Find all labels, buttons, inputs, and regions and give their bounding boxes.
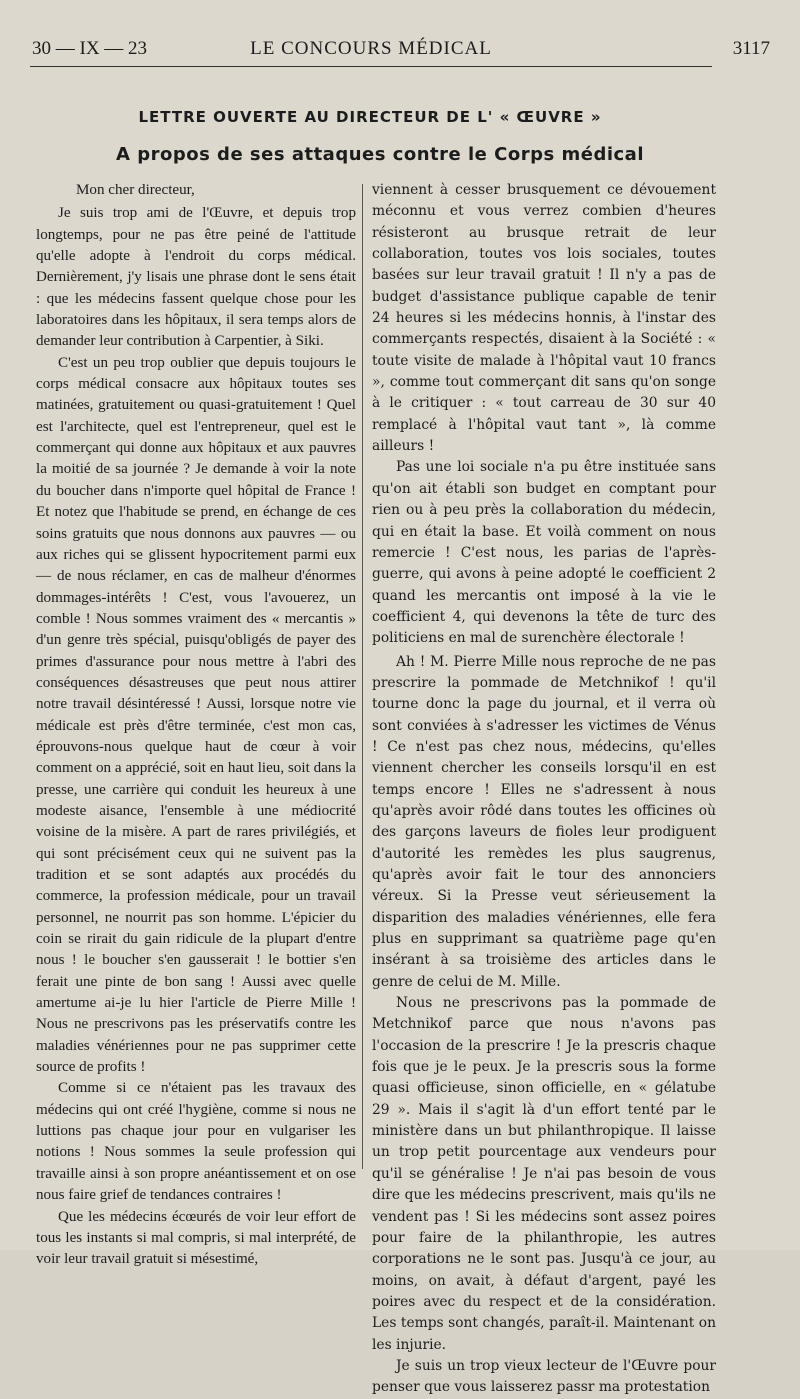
- article-subtitle: A propos de ses attaques contre le Corps médical: [116, 144, 644, 165]
- journal-title: LE CONCOURS MÉDICAL: [250, 38, 492, 59]
- paragraph: Pas une loi sociale n'a pu être instituée sans qu'on ait établi son budget en comptant pour rien ou à peu près la collaboration du médecin, qui en était la base. Et voilà comment on nous remercie ! C'est nous, les parias de l'après-guerre, qui avons à peine adopté le coefficient 2 quand les mercantis ont imposé à la vie le coefficient 4, qui devenons la tête de turc des politiciens en mal de surenchère électorale !: [372, 459, 716, 647]
- paragraph: Je suis un trop vieux lecteur de l'Œuvre pour penser que vous laisserez passr ma protestation: [372, 1357, 716, 1396]
- page-number: 3117: [732, 38, 770, 59]
- paragraph: C'est un peu trop oublier que depuis toujours le corps médical consacre aux hôpitaux toutes ses matinées, gratuitement ou quasi-gratuitement ! Quel est l'architecte, quel est l'entrepreneur, quel est le commerçant qui donne aux hôpitaux et aux pauvres la moitié de sa journée ? Je demande à voir la note du boucher dans n'importe quel hôpital de France ! Et notez que l'habitude se prend, en échange de ces soins gratuits que nous donnons aux pauvres — ou aux riches qui se glissent hypocritement parmi eux — de nous réclamer, en cas de malheur d'énormes dommages-intérêts ! C'est, vous l'avouerez, un comble ! Nous sommes vraiment des « mercantis » d'un genre très spécial, puisqu'obligés de payer des primes d'assurance pour nous mettre à l'abri des conséquences désastreuses que peut nous attirer notre travail désintéressé ! Aussi, lorsque notre vie médicale est près d'être terminée, c'est mon cas, éprouvons-nous quelque haut de cœur à voir comment on a apprécié, soit en haut lieu, soit dans la presse, une carrière qui conduit les heureux à une modeste aisance, l'ensemble à une médiocrité voisine de la misère. A part de rares privilégiés, et qui sont précisément ceux qui ne suivent pas la tradition et se sont adaptés aux procédés du commerce, la profession médicale, pour un travail personnel, ne nourrit pas son homme. L'épicier du coin se rirait du gain ridicule de la plupart d'entre nous ! le boucher s'en gausserait ! le bottier s'en ferait une pinte de bon sang ! Aussi avec quelle amertume ai-je lu hier l'article de Pierre Mille ! Nous ne prescrivons pas les préservatifs contre les maladies vénériennes pour ne pas supprimer cette source de profits !: [36, 354, 356, 1076]
- article-title: LETTRE OUVERTE AU DIRECTEUR DE L' « ŒUVRE »: [138, 108, 602, 126]
- column-divider: [362, 184, 363, 1169]
- paragraph: viennent à cesser brusquement ce dévouement méconnu et vous verrez combien d'heures résisteront au brusque retrait de leur collaboration, toutes vos lois sociales, toutes basées sur leur travail gratuit ! Il n'y a pas de budget d'assistance publique capable de tenir 24 heures si les médecins honnis, à l'instar des commerçants respectés, disaient à la Société : « toute visite de malade à l'hôpital vaut 10 francs », comme tout commerçant dit sans qu'on songe à le critiquer : « tout carreau de 30 sur 40 remplacé à l'hôpital vaut tant », là comme ailleurs !: [372, 182, 716, 455]
- paragraph: Je suis trop ami de l'Œuvre, et depuis trop longtemps, pour ne pas être peiné de l'attitude qu'elle adopte à l'endroit du corps médical. Dernièrement, j'y lisais une phrase dont le sens était : que les médecins fassent quelque chose pour les laboratoires dans les hôpitaux, il sera temps alors de demander leur contribution à Carpentier, à Siki.: [36, 205, 356, 350]
- left-column: [36, 180, 356, 1271]
- paragraph: Nous ne prescrivons pas la pommade de Metchnikof parce que nous n'avons pas l'occasion de la prescrire ! Je la prescris chaque fois que je le peux. Je la prescris sous la forme quasi officieuse, sinon officielle, en « gélatube 29 ». Mais il s'agit là d'un effort tenté par le ministère dans un but philanthropique. Il laisse un trop petit pourcentage aux vendeurs pour qu'il se généralise ! Je n'ai pas besoin de vous dire que les médecins prescrivent, mais qu'ils ne vendent pas ! Si les médecins sont assez poires pour faire de la philanthropie, les autres corporations ne le sont pas. Jusqu'à ce jour, au moins, on avait, à défaut d'argent, payé les poires avec du respect et de la considération. Les temps sont changés, paraît-il. Maintenant on les injurie.: [372, 995, 716, 1353]
- paragraph: Comme si ce n'étaient pas les travaux des médecins qui ont créé l'hygiène, comme si nous ne luttions pas chaque jour pour en vulgariser les notions ! Nous sommes la seule profession qui travaille ainsi à son propre anéantissement et on ose nous faire grief de tendances contraires !: [36, 1080, 356, 1204]
- running-header: [32, 38, 770, 62]
- salutation: Mon cher directeur,: [76, 182, 195, 198]
- paragraph: Que les médecins écœurés de voir leur effort de tous les instants si mal compris, si mal interprété, de voir leur travail gratuit si mésestimé,: [36, 1208, 356, 1268]
- paragraph: Ah ! M. Pierre Mille nous reproche de ne pas prescrire la pommade de Metchnikof ! qu'il tourne donc la page du journal, et il verra où sont conviées à s'adresser les victimes de Vénus ! Ce n'est pas chez nous, médecins, qu'elles viennent chercher les conseils lorsqu'il en est temps encore ! Elles ne s'adressent à nous qu'après avoir rôdé dans toutes les officines où des garçons laveurs de fioles leur prodiguent d'autorité les remèdes les plus saugrenus, qu'après avoir fait le tour des annonciers véreux. Si la Presse veut sérieusement la disparition des maladies vénériennes, elle fera plus en supprimant sa quatrième page qu'en insérant à sa troisième des articles dans le genre de celui de M. Mille.: [372, 653, 716, 990]
- header-rule: [30, 66, 712, 67]
- right-column: [372, 180, 716, 1399]
- issue-date: 30 — IX — 23: [32, 38, 148, 59]
